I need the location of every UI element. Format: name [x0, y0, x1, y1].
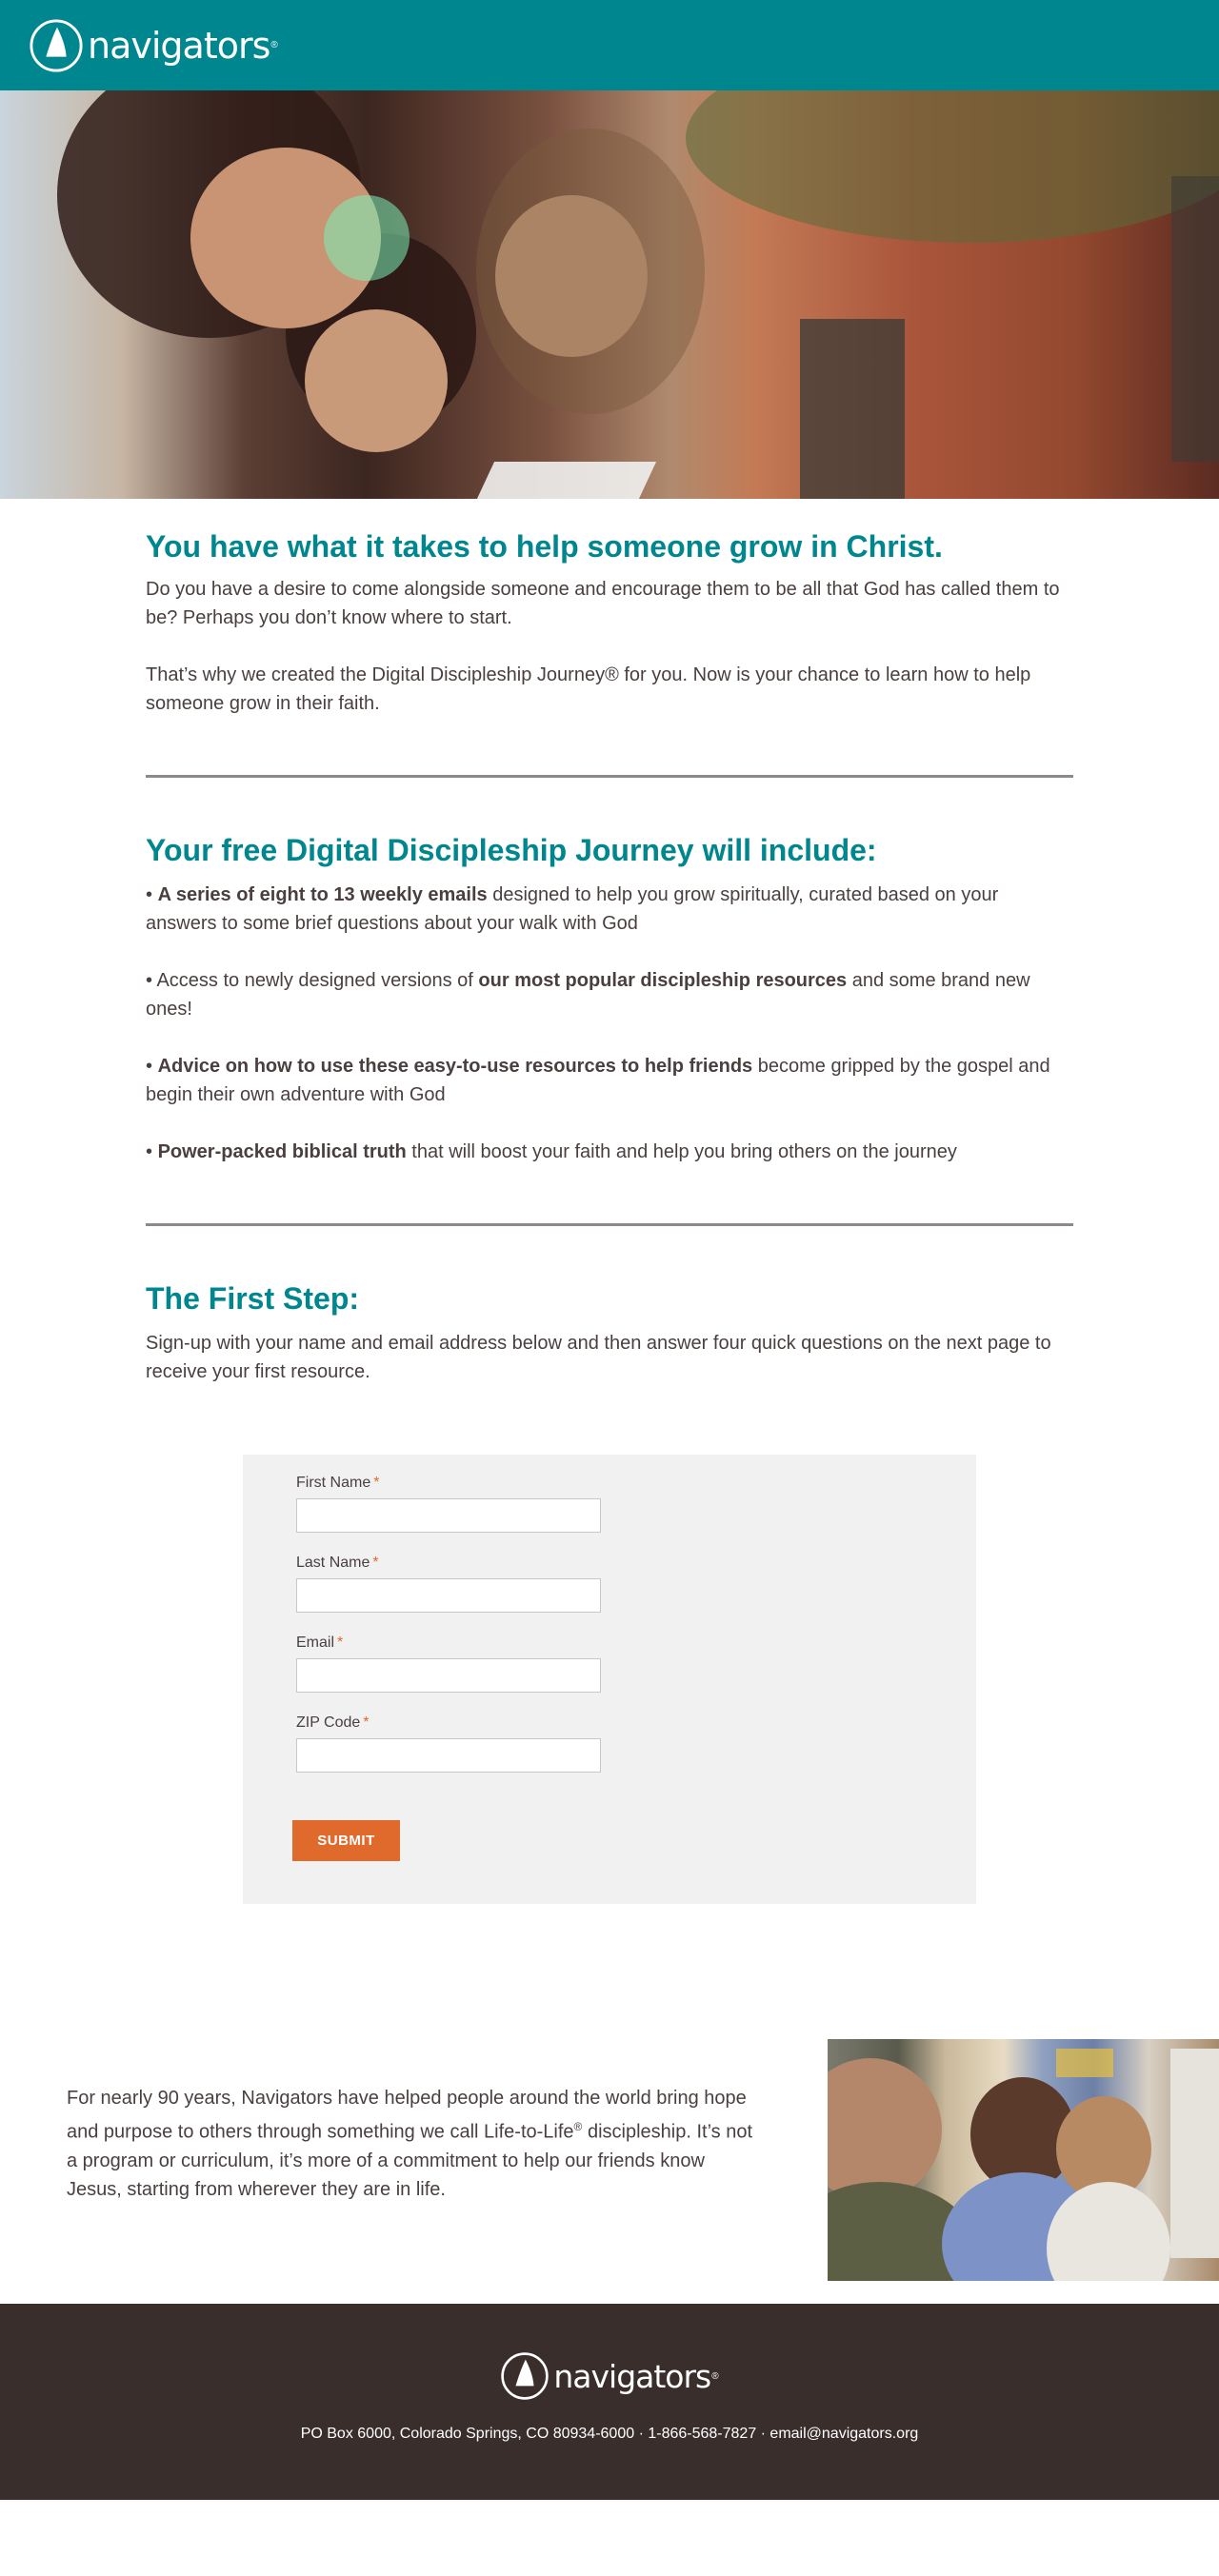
zip-code-input[interactable]	[296, 1738, 601, 1773]
list-item: • A series of eight to 13 weekly emails designed to help you grow spiritually, curated based on your answers to some brief questions about your walk with God	[146, 884, 999, 934]
logo-wordmark: navigators	[88, 24, 270, 67]
required-marker: *	[372, 1555, 379, 1571]
logo-registered-mark: ®	[270, 40, 278, 50]
journey-section	[146, 778, 1073, 1226]
list-item: • Access to newly designed versions of our most popular discipleship resources and some brand new ones!	[146, 970, 1030, 1020]
navigators-logo[interactable]	[29, 18, 278, 73]
sail-logo-icon	[29, 18, 84, 73]
about-section	[0, 2039, 1219, 2281]
signup-form	[243, 1455, 976, 1904]
zip-code-field	[296, 1712, 976, 1773]
footer-logo[interactable]	[0, 2351, 1219, 2401]
submit-button[interactable]: SUBMIT	[292, 1820, 400, 1861]
site-header	[0, 0, 1219, 90]
site-footer	[0, 2304, 1219, 2500]
intro-paragraph: That’s why we created the Digital Discipleship Journey® for you. Now is your chance to learn how to help someone grow in their faith.	[146, 664, 1031, 714]
hero-image	[0, 90, 1219, 499]
first-step-section	[146, 1226, 1073, 1386]
intro-paragraph: Do you have a desire to come alongside someone and encourage them to be all that God has called them to be? Perhaps you don’t know where to start.	[146, 579, 1060, 628]
footer-contact: PO Box 6000, Colorado Springs, CO 80934-6000 · 1-866-568-7827 · email@navigators.org	[300, 2426, 919, 2442]
footer-wordmark: navigators	[553, 2357, 711, 2395]
email-field	[296, 1632, 976, 1693]
list-item: • Advice on how to use these easy-to-use resources to help friends become gripped by the gospel and begin their own adventure with God	[146, 1056, 1050, 1105]
first-step-title: The First Step:	[146, 1281, 360, 1316]
intro-title: You have what it takes to help someone grow in Christ.	[146, 529, 943, 564]
last-name-input[interactable]	[296, 1578, 601, 1613]
first-step-paragraph: Sign-up with your name and email address below and then answer four quick questions on the next page to receive your first resource.	[146, 1333, 1051, 1382]
email-input[interactable]	[296, 1658, 601, 1693]
required-marker: *	[337, 1635, 344, 1651]
footer-registered-mark: ®	[711, 2370, 719, 2382]
first-name-field	[296, 1472, 976, 1533]
last-name-field	[296, 1552, 976, 1613]
zip-code-label: ZIP Code *	[296, 1714, 370, 1731]
about-paragraph: For nearly 90 years, Navigators have helped people around the world bring hope and purpose to others through something we call Life-to-Life® discipleship. It’s not a program or curriculum, it’s more of a commitment to help our friends know Jesus, starting from wherever they are in life.	[67, 2088, 753, 2200]
email-label: Email *	[296, 1635, 344, 1651]
required-marker: *	[373, 1475, 380, 1491]
sail-logo-icon	[500, 2351, 550, 2401]
friends-photo	[828, 2039, 1219, 2281]
list-item: • Power-packed biblical truth that will boost your faith and help you bring others on the journey	[146, 1141, 957, 1162]
required-marker: *	[363, 1714, 370, 1731]
journey-list	[146, 881, 1073, 1166]
last-name-label: Last Name *	[296, 1555, 379, 1571]
first-name-input[interactable]	[296, 1498, 601, 1533]
intro-section	[146, 499, 1073, 778]
first-name-label: First Name *	[296, 1475, 380, 1491]
journey-title: Your free Digital Discipleship Journey will include:	[146, 833, 877, 867]
